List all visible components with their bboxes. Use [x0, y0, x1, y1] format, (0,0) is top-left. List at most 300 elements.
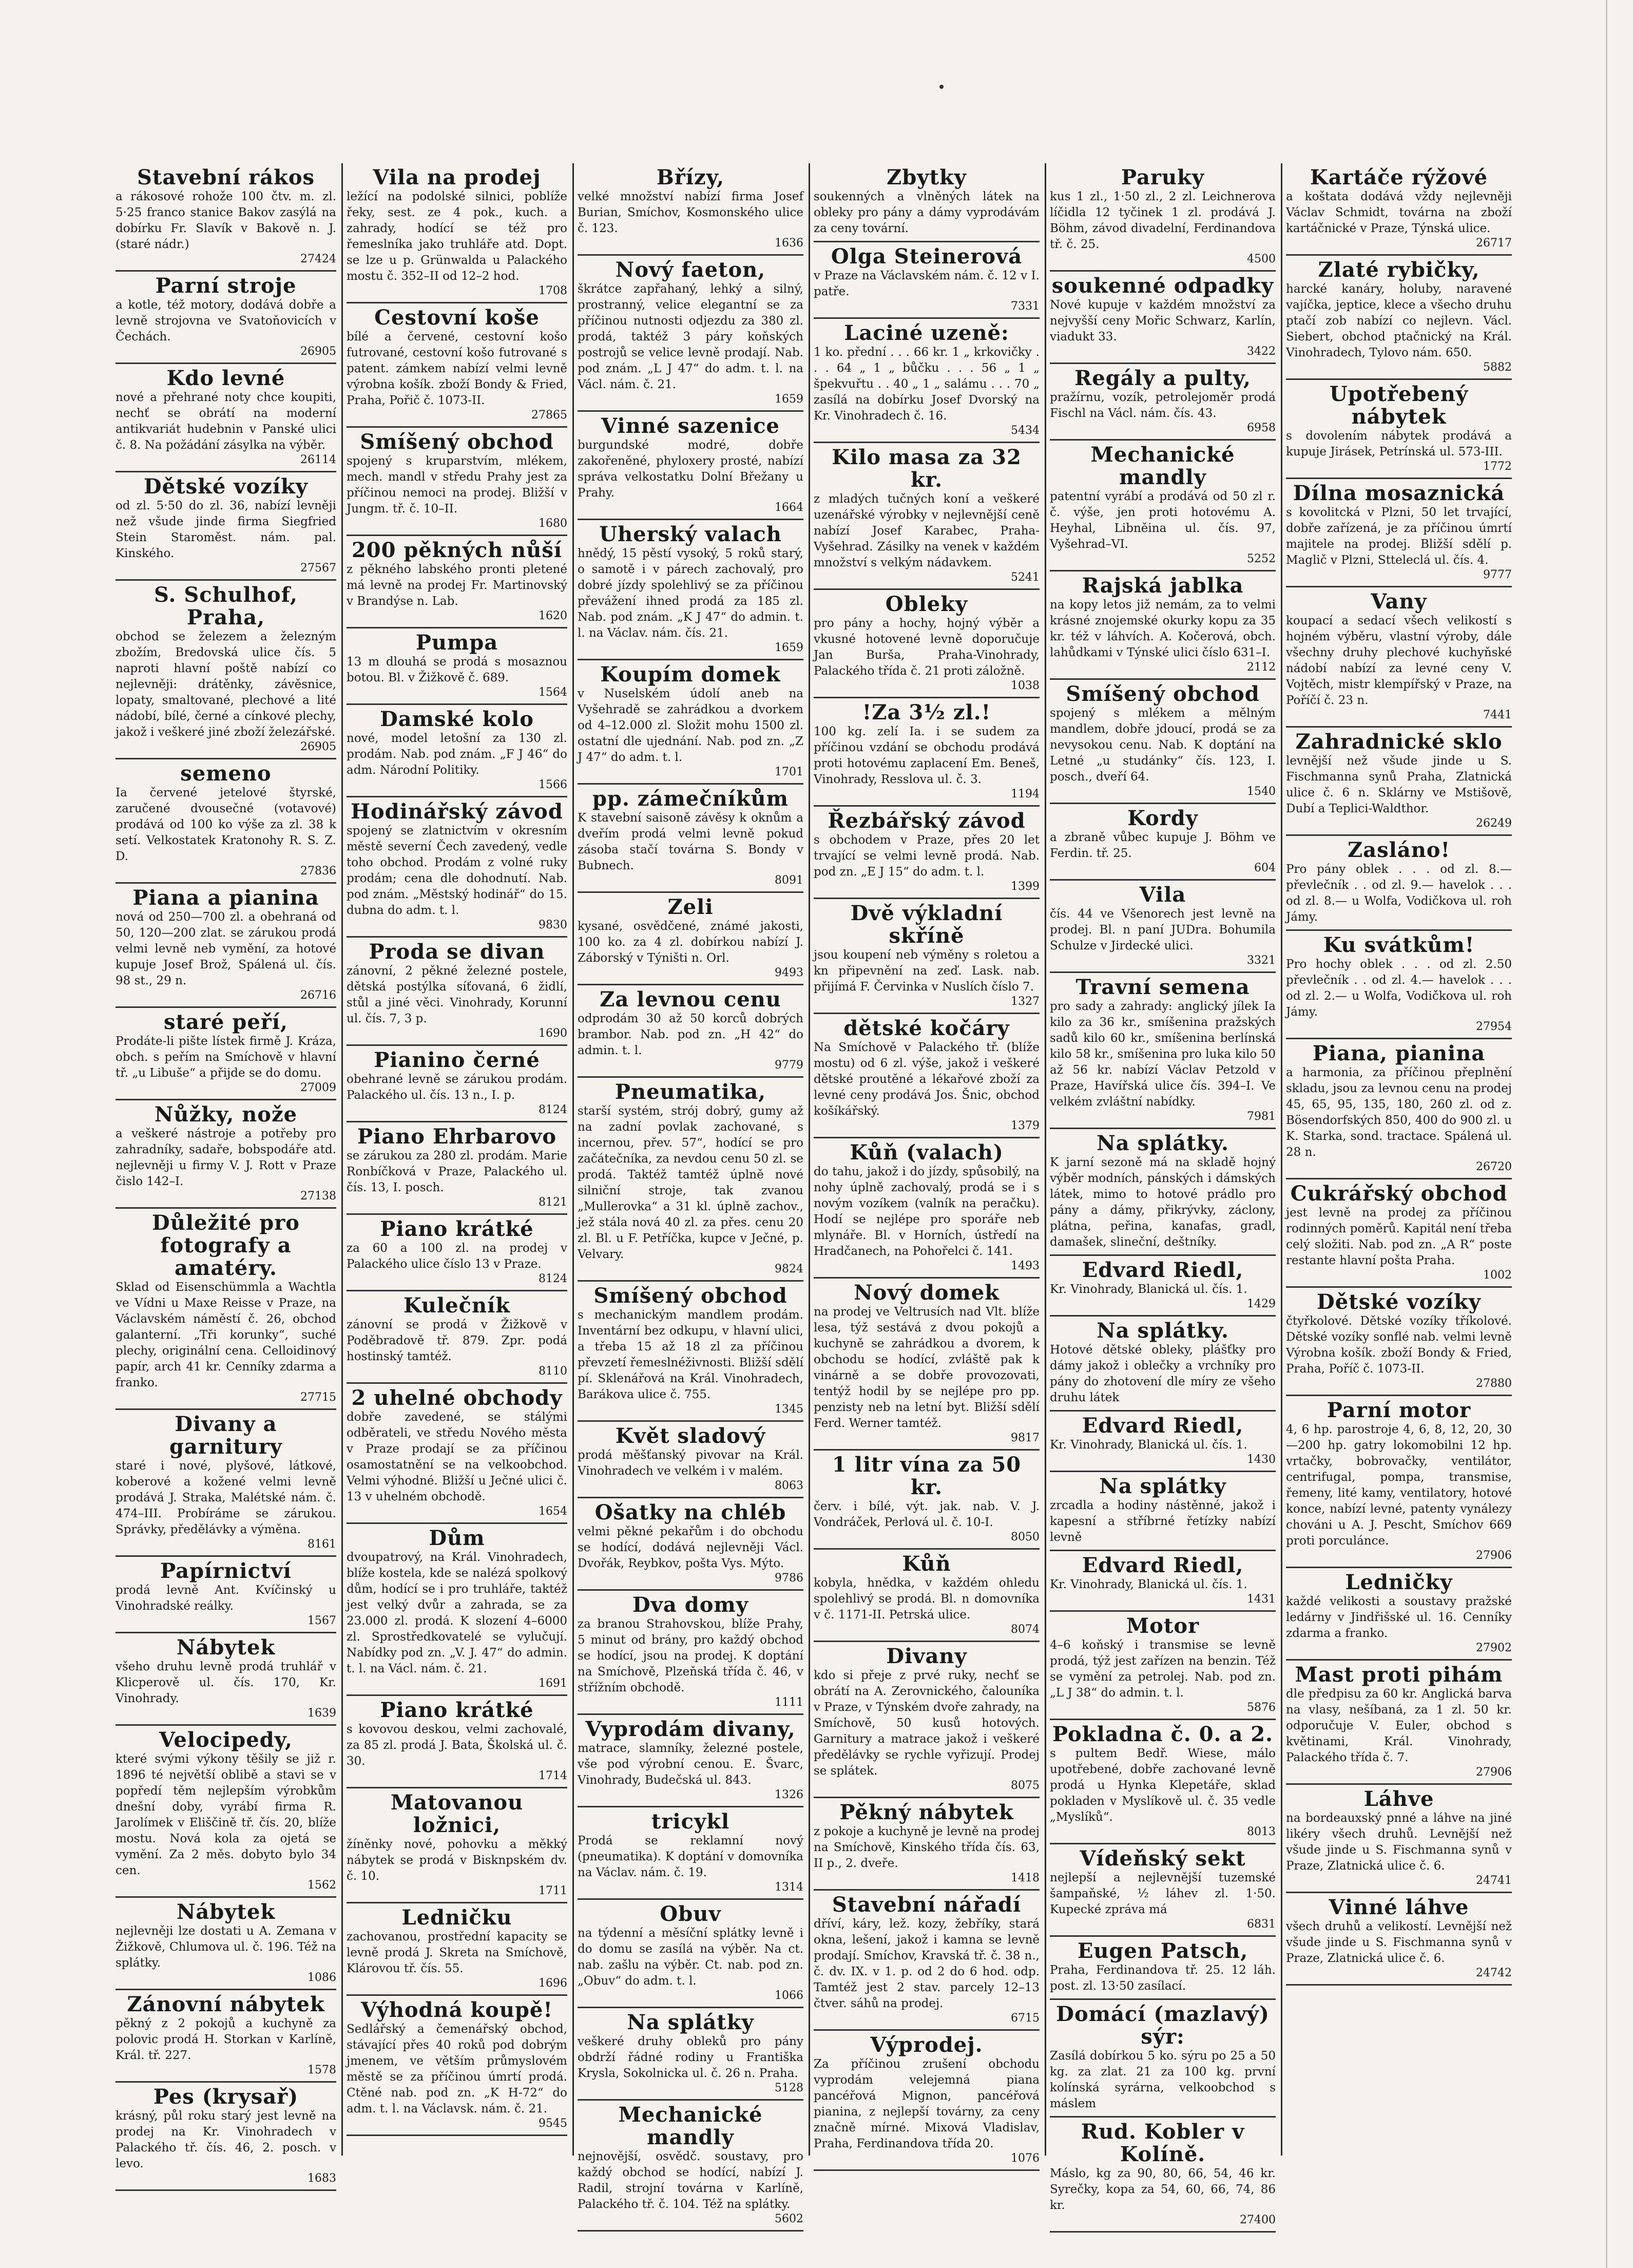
classified-ad [1050, 1937, 1276, 2000]
classified-ad [814, 1451, 1040, 1550]
ad-text: a harmonia, za příčinou přeplnění skladu, jsou za levnou cenu na prodej 45, 65, 95, 135, 180, 260 zl. od z. Bösendorfských 850, 400 do 900 zl. u K. Starka, sond. tractace. Spálená ul. 28 n. [1286, 1066, 1512, 1159]
ad-title: Edvard Riedl, [1082, 1414, 1244, 1438]
ad-text: Prodá se reklamní nový (pneumatika). K doptání v domovníka na Václav. nám. č. 19. [578, 1834, 803, 1879]
classified-ad [578, 1591, 803, 1715]
classified-ad [347, 163, 567, 303]
ad-title: Vila [1139, 883, 1186, 907]
classified-ad [116, 1990, 336, 2083]
ad-title: Piana a pianina [132, 886, 319, 910]
classified-ad [1286, 931, 1512, 1039]
ad-number: 8124 [539, 1103, 567, 1116]
ad-number: 8091 [775, 874, 803, 887]
classified-ad [1050, 441, 1276, 571]
ad-text: s kovolitcká v Plzni, 50 let trvající, dobře zařízená, je za příčinou úmrtí majitele na prodej. Bližší sdělí p. Maglič v Plzni, Stteleclá ul. čís. 4. [1286, 506, 1512, 567]
classified-ad [814, 590, 1040, 698]
ad-number: 604 [1254, 862, 1276, 874]
ad-number: 8110 [539, 1365, 567, 1378]
ad-number: 27865 [531, 409, 567, 422]
ad-text: Máslo, kg za 90, 80, 66, 54, 46 kr. Syrečky, kopa za 54, 60, 66, 74, 86 kr. [1050, 2167, 1276, 2212]
ad-text: obchod se železem a železným zbožím, Bredovská ulice čís. 5 naproti hlavní poště nabízí co nejlevněji: drátěnky, závěsnice, lopaty, smaltované, plechové a lité nádobí, bílé, černé a cínkové plechy, jakož i veškeré jiné zboží železářské. [116, 630, 336, 739]
ad-title: Dětské vozíky [1316, 1290, 1481, 1314]
ad-title: Laciné uzeně: [844, 321, 1009, 345]
classified-ad [1050, 973, 1276, 1129]
ad-title: Ošatky na chléb [594, 1500, 786, 1524]
classified-ad [116, 581, 336, 759]
classified-ad [116, 1209, 336, 1410]
ad-title: Piano krátké [380, 1698, 534, 1722]
ad-title: Cestovní koše [374, 306, 540, 330]
classified-ad [116, 364, 336, 472]
ad-title: Kartáče rýžové [1310, 165, 1488, 189]
classified-ad [347, 1996, 567, 2136]
ad-title: Zbytky [887, 165, 967, 189]
classified-ad [814, 319, 1040, 443]
classified-ad [1050, 1317, 1276, 1412]
ad-text: zachovanou, prostřední kapacity se levně prodá J. Skreta na Smíchově, Klárovou tř. čís. 55. [347, 1930, 567, 1975]
ad-title: Domácí (mazlavý) sýr: [1056, 2002, 1270, 2049]
ad-number: 5602 [775, 2213, 803, 2225]
ad-title: Kůň (valach) [850, 1140, 1004, 1165]
ad-title: Zahradnické sklo [1295, 730, 1503, 754]
ad-text: pro pány a hochy, hojný výběr a vkusné hotovené levně doporučuje Jan Burša, Praha-Vinohrady, Palackého třída č. 21 proti záložně. [814, 617, 1040, 678]
classified-ad [814, 1138, 1040, 1279]
ad-text: s pultem Bedř. Wiese, málo upotřebené, dobře zachované levně prodá u Hynka Klepetáře, sklad pokladen v Myslíkově ul. č. 35 vedle „Myslíků“. [1050, 1747, 1276, 1824]
ad-text: nové, model letošní za 130 zl. prodám. Nab. pod znám. „F J 46“ do adm. Národní Politiky. [347, 732, 567, 777]
ad-number: 7441 [1483, 709, 1512, 721]
classified-ad [1050, 272, 1276, 364]
column-rule [1045, 163, 1046, 2156]
ad-text: pěkný z 2 pokojů a kuchyně za polovic prodá H. Storkan v Karlíně, Král. tř. 227. [116, 2017, 336, 2062]
ad-text: kysané, osvědčené, známé jakosti, 100 ko. za 4 zl. dobírkou nabízí J. Záborský v Týništi n. Orl. [578, 920, 803, 965]
ad-title: Obuv [660, 1902, 721, 1926]
ad-title: Nábytek [176, 1900, 276, 1924]
ad-number: 1680 [539, 517, 567, 530]
ad-text: 13 m dlouhá se prodá s mosaznou botou. Bl. v Žižkově č. 689. [347, 655, 567, 684]
classified-ad [1050, 1551, 1276, 1612]
classified-ad [347, 797, 567, 938]
ad-number: 8121 [539, 1196, 567, 1209]
ad-number: 1578 [308, 2064, 336, 2076]
ad-title: Piano krátké [380, 1217, 534, 1241]
ad-number: 1418 [1011, 1872, 1040, 1884]
ad-title: Kdo levné [166, 366, 285, 390]
ad-number: 1708 [539, 284, 567, 297]
column-rule [341, 163, 343, 2156]
ad-text: nové a přehrané noty chce koupiti, nechť se obrátí na moderní antikvariát hudebnin v Panské ulici č. 8. Na požádání zásylka na výběr. [116, 391, 336, 452]
ad-number: 5241 [1011, 571, 1040, 584]
ad-text: spojený s mlékem a mělným mandlem, dobře jdoucí, prodá se za nevysokou cenu. Nab. K doptání na Letné „u studánky“ čís. 123, I. posch., dveří 64. [1050, 707, 1276, 784]
ad-text: od zl. 5·50 do zl. 36, nabízí levněji než všude jinde firma Siegfried Stein Staroměst. nám. pal. Kinského. [116, 499, 336, 560]
classified-ad [578, 1715, 803, 1807]
ad-title: Cukrářský obchod [1290, 1181, 1508, 1206]
column-2 [347, 163, 567, 2156]
classified-ad [1286, 1661, 1512, 1785]
ad-number: 1326 [775, 1788, 803, 1801]
classified-ad [347, 1046, 567, 1122]
classified-ad [578, 2008, 803, 2101]
ad-title: Parní motor [1327, 1398, 1471, 1422]
ad-text: za 60 a 100 zl. na prodej v Palackého ulice číslo 13 v Praze. [347, 1242, 567, 1271]
ad-text: dle předpisu za 60 kr. Anglická barva na vlasy, nešíbaná, za 1 zl. 50 kr. odporučuje V. Euler, obchod s květinami, Král. Vinohrady, Palackého třída č. 7. [1286, 1687, 1512, 1764]
ad-title: Na splátky [1099, 1474, 1226, 1498]
ad-text: krásný, půl roku starý jest levně na prodej na Kr. Vinohradech v Palackého tř. čís. 46, 2. posch. v levo. [116, 2109, 336, 2170]
ad-number: 1429 [1247, 1298, 1276, 1310]
ad-text: 100 kg. zelí Ia. i se sudem za příčinou vzdání se obchodu prodává proti hotovému zaplacení Em. Beneš, Vinohrady, Resslova ul. č. 3. [814, 725, 1040, 786]
ad-number: 24742 [1476, 1967, 1512, 1979]
ad-number: 27880 [1476, 1377, 1512, 1390]
ad-number: 1772 [1483, 460, 1512, 473]
ad-text: nejlepší a nejlevnější tuzemské šampaňské, ½ láhev zl. 1·50. Kupecké zpráva má [1050, 1871, 1276, 1916]
classified-ad [1286, 728, 1512, 836]
ad-number: 27836 [300, 865, 336, 878]
ad-text: zánovní se prodá v Žižkově v Poděbradově tř. 879. Zpr. podá hostinský tamtéž. [347, 1318, 567, 1363]
ad-title: Zánovní nábytek [127, 1992, 325, 2016]
ad-title: S. Schulhof, Praha, [154, 583, 298, 630]
classified-ad [116, 163, 336, 272]
ad-text: Nové kupuje v každém množství za nejvyšší ceny Mořic Schwarz, Karlín, viadukt 33. [1050, 298, 1276, 344]
classified-ad [1286, 380, 1512, 479]
classified-ad [1286, 836, 1512, 931]
ad-number: 8074 [1011, 1623, 1040, 1636]
ad-number: 1696 [539, 1977, 567, 1990]
ad-number: 27138 [300, 1190, 336, 1203]
classified-ad [814, 1642, 1040, 1798]
ad-number: 1701 [775, 766, 803, 778]
ad-text: jest levně na prodej za příčinou rodinných poměrů. Kapitál není třeba celý složiti. Nab. pod zn. „A R“ poste restante hlavní pošta Praha. [1286, 1206, 1512, 1267]
ad-number: 9493 [775, 966, 803, 979]
classified-ad [116, 472, 336, 581]
column-1 [116, 163, 336, 2185]
ad-text: Za příčinou zrušení obchodu vyprodám velejemná piana pancéřová Mignon, pancéřová pianina, z nejlepší továrny, za ceny značně mírné. Mixová Vladislav, Praha, Ferdinandova třída 20. [814, 2057, 1040, 2150]
ad-number: 9786 [775, 1572, 803, 1585]
column-rule [1281, 163, 1282, 2156]
ad-number: 6715 [1011, 2012, 1040, 2025]
ad-title: Vany [1371, 589, 1427, 614]
ad-title: Vinné láhve [1329, 1895, 1469, 1919]
ad-text: Hotové dětské obleky, plášťky pro dámy jakož i oblečky a vrchníky pro pány do zhotovení dle míry ze všeho druhu látek [1050, 1343, 1276, 1404]
classified-ad [347, 1215, 567, 1291]
ad-text: Prodáte-li pište lístek firmě J. Kráza, obch. s peřím na Smíchově v hlavní tř. „u Libuše“ a přijde se do domu. [116, 1035, 336, 1080]
ad-text: čís. 44 ve Všenorech jest levně na prodej. Bl. n paní JUDra. Bohumila Schulze v Jirdecké ulici. [1050, 907, 1276, 952]
ad-number: 1711 [539, 1884, 567, 1897]
ad-title: Pěkný nábytek [839, 1800, 1014, 1824]
classified-ad [578, 1422, 803, 1498]
ad-title: Smíšený obchod [593, 1284, 787, 1308]
ad-title: Pneumatika, [614, 1080, 766, 1104]
ad-text: s mechanickým mandlem prodám. Inventární bez odkupu, v hlavní ulici, a třeba 15 až 18 zl za příčinou převzetí řemeslnéživnosti. Bližší sdělí pí. Sklenářová na Král. Vinohradech, Barákova ulice č. 755. [578, 1308, 803, 1401]
classified-ad [1286, 1039, 1512, 1179]
classified-ad [814, 1550, 1040, 1642]
ad-title: Smíšený obchod [360, 430, 554, 454]
ad-text: na kopy letos již nemám, za to velmi krásné znojemské okurky kopu za 35 kr. též v láhvích. A. Kočerová, obch. lahůdkami v Týnské ulici číslo 631–I. [1050, 598, 1276, 659]
ad-text: hnědý, 15 pěstí vysoký, 5 roků starý, o samotě i v párech zachovalý, pro dobré jízdy spolehlivý se za příčinou převážení ihned prodá za 185 zl. Nab. pod znám. „K J 47“ do admin. t. l. na Václav. nám. čís. 21. [578, 547, 803, 640]
ad-text: Kr. Vinohrady, Blanická ul. čís. 1. [1050, 1283, 1247, 1296]
ad-title: Hodinářský závod [351, 799, 563, 824]
ad-number: 1111 [775, 1696, 803, 1709]
ad-title: Edvard Riedl, [1082, 1258, 1244, 1282]
classified-ad [578, 163, 803, 256]
ad-text: prodá levně Ant. Kvíčinský u Vinohradské reálky. [116, 1584, 336, 1613]
ad-text: se zárukou za 280 zl. prodám. Marie Ronbíčková v Praze, Palackého ul. čís. 13, I. posch. [347, 1149, 567, 1194]
ad-title: Vídeňský sekt [1080, 1846, 1246, 1871]
classified-ad [814, 807, 1040, 899]
ad-title: Upotřebený nábytek [1329, 382, 1469, 429]
ad-number: 7981 [1247, 1110, 1276, 1123]
ad-number: 1562 [308, 1879, 336, 1892]
ad-title: Květ sladový [615, 1424, 766, 1448]
ad-title: Stavební rákos [137, 165, 315, 189]
ad-title: Nový faeton, [615, 258, 766, 282]
ad-number: 1345 [775, 1403, 803, 1416]
ad-text: Zasílá dobírkou 5 ko. sýru po 25 a 50 kg. za zlat. 21 za 100 kg. první kolínská syrárna, velkoobchod s máslem [1050, 2049, 1276, 2110]
ad-title: Řezbářský závod [828, 809, 1026, 833]
ad-text: zánovní, 2 pěkné železné postele, dětská postýlka síťovaná, 6 židlí, stůl a jiné věci. Vinohrady, Korunní ul. čís. 7, 3 p. [347, 964, 567, 1025]
ad-number: 1327 [1011, 995, 1040, 1008]
ad-number: 9817 [1011, 1432, 1040, 1444]
ad-title: Parní stroje [155, 274, 297, 298]
classified-ad [814, 443, 1040, 590]
ad-number: 5252 [1247, 552, 1276, 565]
ad-text: Pro hochy oblek . . . od zl. 2.50 převlečník . . od zl. 4.— havelok . . . od zl. 2.— u Wolfa, Vodičkova ul. roh Jámy. [1286, 958, 1512, 1019]
ad-number: 9545 [539, 2117, 567, 2130]
ad-text: nová od 250—700 zl. a obehraná od 50, 120—200 zlat. se zárukou prodá velmi levně neb vymění, za hotové kupuje Josef Brož, Spálená ul. čís. 98 st., 29 n. [116, 910, 336, 987]
ad-text: soukenných a vlněných látek na obleky pro pány a dámy vyprodávám za ceny tovární. [814, 190, 1040, 235]
ad-text: v Nuselském údolí aneb na Vyšehradě se zahrádkou a dvorkem od 4–12.000 zl. Složit mohu 1500 zl. ostatní dle ujednání. Nab. pod zn. „Z J 47“ do adm. t. l. [578, 687, 803, 764]
ad-number: 3321 [1247, 954, 1276, 967]
ad-number: 8063 [775, 1479, 803, 1492]
classified-ad [347, 428, 567, 536]
ad-number: 1194 [1011, 788, 1040, 801]
ad-number: 1636 [775, 237, 803, 250]
ad-title: Kordy [1127, 806, 1198, 830]
ad-number: 27400 [1240, 2214, 1276, 2226]
ad-title: Vyprodám divany, [585, 1717, 796, 1741]
ad-number: 5882 [1483, 361, 1512, 374]
ad-number: 24741 [1476, 1874, 1512, 1887]
ad-title: tricykl [651, 1809, 730, 1834]
ad-text: pražírnu, vozík, petrolejoměr prodá Fischl na Václ. nám. čís. 43. [1050, 391, 1276, 420]
ad-title: Kilo masa za 32 kr. [832, 445, 1022, 492]
ad-text: pro sady a zahrady: anglický jílek Ia kilo za 36 kr., smíšenina pražských sadů kilo 60 kr., smíšenina berlínská kilo 58 kr., smíšenina pro luka kilo 50 až 56 kr. nabízí Václav Petzold v Praze, Havířská ulice čís. 394–I. Ve velkém zvláštní nabídky. [1050, 1000, 1276, 1109]
column-5 [1050, 163, 1276, 2226]
classified-ad [578, 256, 803, 412]
ad-title: Zeli [667, 895, 714, 919]
classified-ad [578, 1282, 803, 1422]
ad-title: Na splátky. [1097, 1319, 1229, 1343]
classified-ad [578, 985, 803, 1078]
classified-ad [578, 1078, 803, 1282]
ad-number: 9830 [539, 919, 567, 931]
ad-text: harcké kanáry, holuby, naravené vajíčka, jeptice, klece a všecho druhu ptačí zob nabízí co nejlevn. Václ. Siebert, obchod ptačnický na Král. Vinohradech, Tylovo nám. 650. [1286, 282, 1512, 359]
ad-text: čtyřkolové. Dětské vozíky tříkolové. Dětské vozíky sonflé nab. velmi levně Výrobna košík. zboží Bondy & Fried, Praha, Poříč č. 1073-II. [1286, 1314, 1512, 1376]
ad-text: s dovolením nábytek prodává a kupuje Jirásek, Petrínská ul. 573-III. [1286, 429, 1512, 459]
ad-text: spojený se zlatnictvím v okresním městě severní Čech zavedený, vedle toho obchod. Prodám z volné ruky prodám; cena dle dohodnutí. Nab. pod znám. „Městský hodinář“ do 15. dubna do adm. t. l. [347, 824, 567, 917]
ad-text: koupací a sedací všech velikostí s hojném výběru, vlastní výroby, dále všechny druhy plechové kuchyňské nádobí nabízí za levné ceny V. Vojtěch, mistr klempířský v Praze, na Poříčí č. 23 n. [1286, 614, 1512, 707]
ad-number: 7331 [1011, 300, 1040, 313]
ad-text: které svými výkony těšily se již r. 1896 té největší oblibě a stavi se v popředí těm nejlepším výrobkům dnešní doby, vyrábí firma R. Jarolímek v Eliščině tř. čís. 20, blíže mostu. Nová kola za ojetá se vymění. Za 2 měs. dobyto bylo 34 cen. [116, 1752, 336, 1877]
ad-text: každé velikosti a soustavy pražské ledárny v Jindřišské ul. 16. Cenníky zdarma a franko. [1286, 1595, 1512, 1640]
ad-number: 6831 [1247, 1918, 1276, 1931]
ad-title: Pumpa [415, 631, 498, 655]
ad-number: 4500 [1247, 253, 1276, 265]
printing-dot [939, 85, 944, 89]
ad-text: s obchodem v Praze, přes 20 let trvající se velmi levně prodá. Nab. pod zn. „E J 15“ do adm. t. l. [814, 833, 1040, 879]
ad-title: Papírnictví [160, 1559, 292, 1583]
ad-text: na bordeauxský pnné a láhve na jiné likéry všech druhů. Levnější než všude jinde u S. Fischmanna synů v Praze, Zlatnická ulice č. 6. [1286, 1812, 1512, 1873]
ad-text: patentní vyrábí a prodává od 50 zl r. č. výše, jen proti hotovému A. Heyhal, Libněina ul. čís. 97, Vyšehrad–VI. [1050, 490, 1276, 551]
classified-ad [1050, 1612, 1276, 1720]
ad-text: jsou koupení neb výměny s roletou a kn připevnění na zeď. Lask. nab. přijímá F. Červinka v Nuslích číslo 7. [814, 948, 1040, 994]
ad-number: 8124 [539, 1272, 567, 1285]
ad-title: Mast proti pihám [1295, 1663, 1503, 1687]
ad-title: Damské kolo [380, 707, 534, 731]
ad-number: 3422 [1247, 345, 1276, 358]
classified-ad [1050, 804, 1276, 881]
classified-ad [347, 303, 567, 428]
ad-title: Láhve [1363, 1787, 1434, 1811]
classified-ad [116, 1898, 336, 1990]
ad-number: 1654 [539, 1505, 567, 1518]
ad-title: Divany a garnitury [169, 1412, 283, 1459]
ad-title: Matovanou ložnici, [390, 1790, 524, 1837]
ad-number: 1683 [308, 2172, 336, 2185]
classified-ad [116, 884, 336, 1008]
ad-title: Edvard Riedl, [1082, 1553, 1244, 1577]
ad-number: 1038 [1011, 679, 1040, 692]
ad-number: 1066 [775, 1989, 803, 2002]
ad-text: na prodej ve Veltrusích nad Vlt. blíže lesa, týž sestává z dvou pokojů a kuchyně se zahrádkou a dvorem, k obchodu se hodící, zvláště pak k vinárně a se dobře provozovati, tentýž hodil by se nejlépe pro pp. penzisty neb na letní byt. Bližší sdělí Ferd. Werner tamtéž. [814, 1305, 1040, 1430]
ad-text: 4–6 koňský i transmise se levně prodá, týž jest zařízen na benzin. Též se vymění za petrolej. Nab. pod zn. „L J 38“ do admin. t. l. [1050, 1638, 1276, 1700]
classified-ad [1050, 364, 1276, 441]
ad-text: všeho druhu levně prodá truhlář v Klicperově ul. čís. 170, Kr. Vinohrady. [116, 1660, 336, 1705]
classified-ad [1050, 1472, 1276, 1551]
classified-ad [1050, 1844, 1276, 1937]
ad-title: Na splátky. [1097, 1131, 1229, 1155]
ad-text: z pokoje a kuchyně je levně na prodej na Smíchově, Kinského třída čís. 63, II p., 2. dveře. [814, 1825, 1040, 1870]
ad-number: 1620 [539, 609, 567, 622]
ad-text: a veškeré nástroje a potřeby pro zahradníky, sadaře, bobspodáře atd. nejlevněji u firmy V. J. Rott v Praze čislo 142–I. [116, 1127, 336, 1188]
classified-ad [814, 698, 1040, 807]
ad-number: 26717 [1476, 237, 1512, 250]
ad-number: 1714 [539, 1769, 567, 1782]
ad-number: 1639 [308, 1707, 336, 1720]
ad-text: odprodám 30 až 50 korců dobrých brambor. Nab. pod zn. „H 42“ do admin. t. l. [578, 1012, 803, 1057]
ad-title: Kůň [902, 1552, 951, 1576]
ad-number: 9824 [775, 1263, 803, 1275]
ad-number: 27954 [1476, 1020, 1512, 1033]
ad-text: Kr. Vinohrady, Blanická ul. čís. 1. [1050, 1578, 1247, 1591]
ad-title: Nůžky, nože [154, 1102, 298, 1127]
ad-text: obehrané levně se zárukou prodám. Palackého ul. čís. 13 n., I. p. [347, 1073, 567, 1102]
classified-ad [578, 520, 803, 660]
ad-text: kdo si přeje z prvé ruky, nechť se obrátí na A. Zerovnického, čalouníka v Praze, v Týnském dvoře zahrady, na Smíchově, 50 kusů hotových. Garnitury a matrace jakož i veškeré předělávky se rychle vyřizují. Prodej se splátek. [814, 1669, 1040, 1778]
ad-number: 8161 [308, 1538, 336, 1551]
classified-ad [1286, 1568, 1512, 1661]
classified-ad [814, 1014, 1040, 1138]
ad-text: Praha, Ferdinandova tř. 25. 12 láh. post. zl. 13·50 zasílací. [1050, 1964, 1276, 1993]
ad-number: 27424 [300, 253, 336, 265]
ad-title: Uherský valach [599, 522, 782, 546]
classified-ad [116, 1100, 336, 1209]
column-4 [814, 163, 1040, 2165]
ad-number: 27009 [300, 1081, 336, 1094]
classified-ad [1050, 1412, 1276, 1472]
classified-ad [116, 272, 336, 364]
column-3 [578, 163, 803, 2225]
ad-title: Proda se divan [369, 940, 545, 964]
ad-number: 27906 [1476, 1766, 1512, 1779]
classified-ad [1050, 1720, 1276, 1844]
ad-title: Kulečník [404, 1293, 510, 1318]
ad-text: prodá měšťanský pivovar na Král. Vinohradech ve velkém i v malém. [578, 1449, 803, 1478]
ad-text: veškeré druhy obleků pro pány obdrží řádné rodiny u Františka Krysla, Sokolnicka ul. č. 26 n. Praha. [578, 2035, 803, 2080]
ad-text: dobře zavedené, se stálými odběrateli, ve středu Nového města v Praze prodají se za příčinou osamostatnění se na velkoobchod. Velmi výhodné. Bližší u Ječné ulici č. 13 v uhelném obchodě. [347, 1411, 567, 1503]
ad-text: za branou Strahovskou, blíže Prahy, 5 minut od brány, pro každý obchod se hodící, jsou na prodej. K doptání na Smíchově, Plzeňská třída č. 46, v střížním obchodě. [578, 1617, 803, 1694]
ad-title: Vila na prodej [373, 165, 541, 189]
ad-number: 1493 [1011, 1260, 1040, 1272]
ad-text: nejlevněji lze dostati u A. Zemana v Žižkově, Chlumova ul. č. 196. Též na splátky. [116, 1924, 336, 1970]
classified-ad [578, 660, 803, 785]
ad-text: ležící na podolské silnici, poblíže řeky, sest. ze 4 pok., kuch. a zahrady, hodící se též pro řemeslníka jako truhláře atd. Dopt. se lze u p. Grünwalda u Palackého mostu č. 352–II od 12–2 hod. [347, 190, 567, 283]
ad-text: na týdenní a měsíční splátky levně i do domu se zasílá na výběr. Na ct. nab. zašlu na výběr. Ct. nab. pod zn. „Obuv“ do adm. t. l. [578, 1927, 803, 1988]
ad-title: Na splátky [627, 2010, 754, 2034]
ad-number: 1664 [775, 501, 803, 514]
classified-ad [347, 628, 567, 705]
ad-number: 9777 [1483, 568, 1512, 581]
ad-number: 27567 [300, 562, 336, 575]
ad-text: burgundské modré, dobře zakořeněné, phyloxery prosté, nabízí správa velkostatku Dolní Břežany u Prahy. [578, 439, 803, 500]
ad-title: Velocipedy, [159, 1728, 293, 1752]
ad-number: 1314 [775, 1881, 803, 1894]
ad-title: Mechanické mandly [618, 2103, 763, 2149]
ad-text: Pro pány oblek . . . od zl. 8.— převlečník . . od zl. 9.— havelok . . . od zl. 8.— u Wolfa, Vodičkova ul. roh Jámy. [1286, 863, 1512, 924]
ad-text: červ. i bílé, výt. jak. nab. V. J. Vondráček, Perlová ul. č. 10-I. [814, 1500, 1040, 1529]
classified-ad [1286, 1893, 1512, 1986]
ad-number: 9779 [775, 1059, 803, 1072]
ad-number: 26114 [300, 453, 336, 466]
classified-ad [347, 1788, 567, 1903]
ad-number: 5434 [1011, 424, 1040, 437]
classified-ad [347, 938, 567, 1046]
ad-text: Sklad od Eisenschümmla a Wachtla ve Vídni u Maxe Reisse v Praze, na Václavském náměstí č. 26, obchod galanterní. „Tři korunky“, suché plechy, originální cena. Celloidinový papír, arch 41 kr. Cenníky zdarma a franko. [116, 1281, 336, 1389]
ad-text: z pěkného labského pronti pletené má levně na prodej Fr. Martinovský v Brandýse n. Lab. [347, 563, 567, 608]
ad-title: 200 pěkných nůší [351, 538, 563, 562]
classified-ad [347, 1122, 567, 1215]
classified-ad [814, 1798, 1040, 1891]
ad-title: Rajská jablka [1082, 574, 1244, 598]
ad-title: Smíšený obchod [1066, 682, 1260, 706]
classified-ad [578, 412, 803, 520]
ad-number: 2112 [1247, 661, 1276, 674]
ad-text: s kovovou deskou, velmi zachovalé, za 85 zl. prodá J. Bata, Školská ul. č. 30. [347, 1723, 567, 1768]
ad-title: Piano Ehrbarovo [357, 1125, 557, 1149]
classified-ad [1286, 587, 1512, 728]
ad-text: matrace, slamníky, železné postele, vše pod výrobní cenou. E. Švarc, Vinohrady, Budečská ul. 843. [578, 1742, 803, 1787]
ad-number: 8013 [1247, 1825, 1276, 1838]
classified-ad [347, 705, 567, 797]
classified-ad [116, 1410, 336, 1557]
ad-title: Výhodná koupě! [361, 1998, 553, 2022]
classified-ad [1050, 2000, 1276, 2118]
classified-ad [116, 759, 336, 884]
ad-text: a koštata dodává vždy nejlevněji Václav Schmidt, továrna na zboží kartáčnické v Praze, Týnská ulice. [1286, 190, 1512, 235]
classified-ad [1286, 479, 1512, 587]
ad-title: Dům [429, 1526, 485, 1550]
ad-title: Nový domek [854, 1281, 1000, 1305]
classified-ad [1050, 881, 1276, 973]
ad-title: Dílna mosaznická [1293, 481, 1505, 505]
ad-title: 1 litr vína za 50 kr. [832, 1453, 1022, 1499]
